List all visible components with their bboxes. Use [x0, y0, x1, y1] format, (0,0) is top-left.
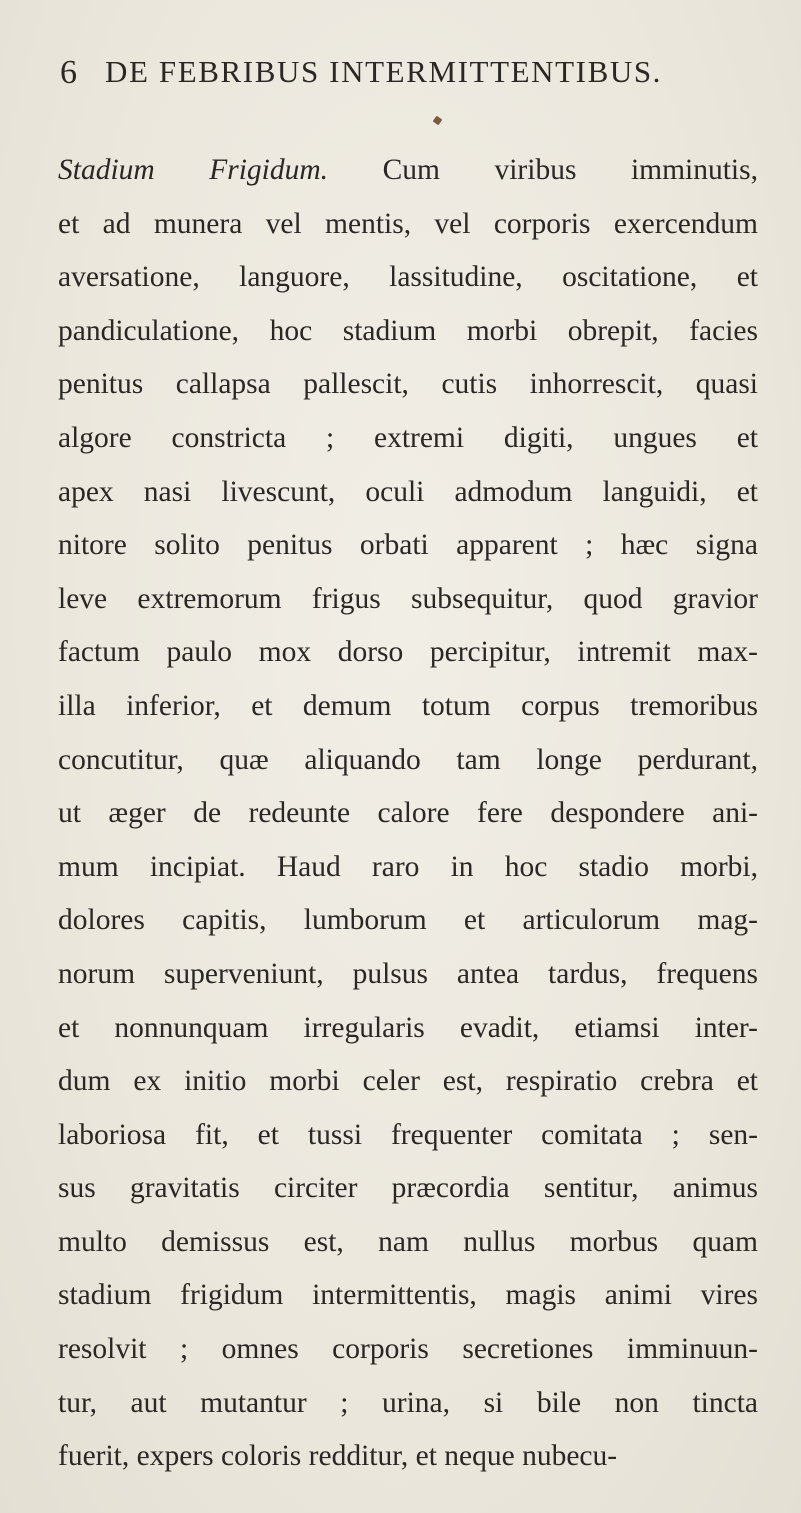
text-line: ut æger de redeunte calore fere despondere ani-: [58, 797, 758, 830]
text-fragment: Cum viribus imminutis,: [382, 154, 758, 186]
text-line: [58, 144, 758, 198]
text-line: fuerit, expers coloris redditur, et neque nubecu-: [58, 1440, 618, 1473]
text-line: et nonnunquam irregularis evadit, etiamsi inter-: [58, 1011, 758, 1044]
text-line: norum superveniunt, pulsus antea tardus, frequens: [58, 957, 758, 990]
text-line: dolores capitis, lumborum et articulorum mag-: [58, 904, 758, 937]
section-heading: Stadium Frigidum.: [58, 154, 329, 186]
body-text: [58, 144, 758, 1484]
text-line: aversatione, languore, lassitudine, oscitatione, et: [58, 261, 758, 294]
text-line: pandiculatione, hoc stadium morbi obrepit, facies: [58, 314, 758, 347]
text-line: illa inferior, et demum totum corpus tremoribus: [58, 689, 758, 722]
page-number: 6: [60, 54, 78, 91]
text-line: mum incipiat. Haud raro in hoc stadio morbi,: [58, 850, 758, 883]
text-line: stadium frigidum intermittentis, magis animi vires: [58, 1279, 758, 1312]
text-line: penitus callapsa pallescit, cutis inhorrescit, quasi: [58, 368, 758, 401]
text-line: apex nasi livescunt, oculi admodum languidi, et: [58, 475, 758, 508]
text-line: nitore solito penitus orbati apparent ; hæc signa: [58, 529, 758, 562]
ink-mark-icon: [433, 116, 443, 126]
text-line: dum ex initio morbi celer est, respiratio crebra et: [58, 1065, 758, 1098]
text-line: concutitur, quæ aliquando tam longe perdurant,: [58, 743, 758, 776]
text-line: algore constricta ; extremi digiti, ungues et: [58, 421, 758, 454]
text-line: laboriosa fit, et tussi frequenter comitata ; sen-: [58, 1118, 758, 1151]
running-title: DE FEBRIBUS INTERMITTENTIBUS.: [105, 54, 663, 89]
text-line: multo demissus est, nam nullus morbus quam: [58, 1225, 758, 1258]
text-line: et ad munera vel mentis, vel corporis exercendum: [58, 207, 758, 240]
text-line: leve extremorum frigus subsequitur, quod gravior: [58, 582, 758, 615]
text-line: factum paulo mox dorso percipitur, intremit max-: [58, 636, 758, 669]
text-line: tur, aut mutantur ; urina, si bile non tincta: [58, 1386, 758, 1419]
text-line: sus gravitatis circiter præcordia sentitur, animus: [58, 1172, 758, 1205]
page-header: [60, 54, 760, 94]
text-line: resolvit ; omnes corporis secretiones imminuun-: [58, 1333, 758, 1366]
